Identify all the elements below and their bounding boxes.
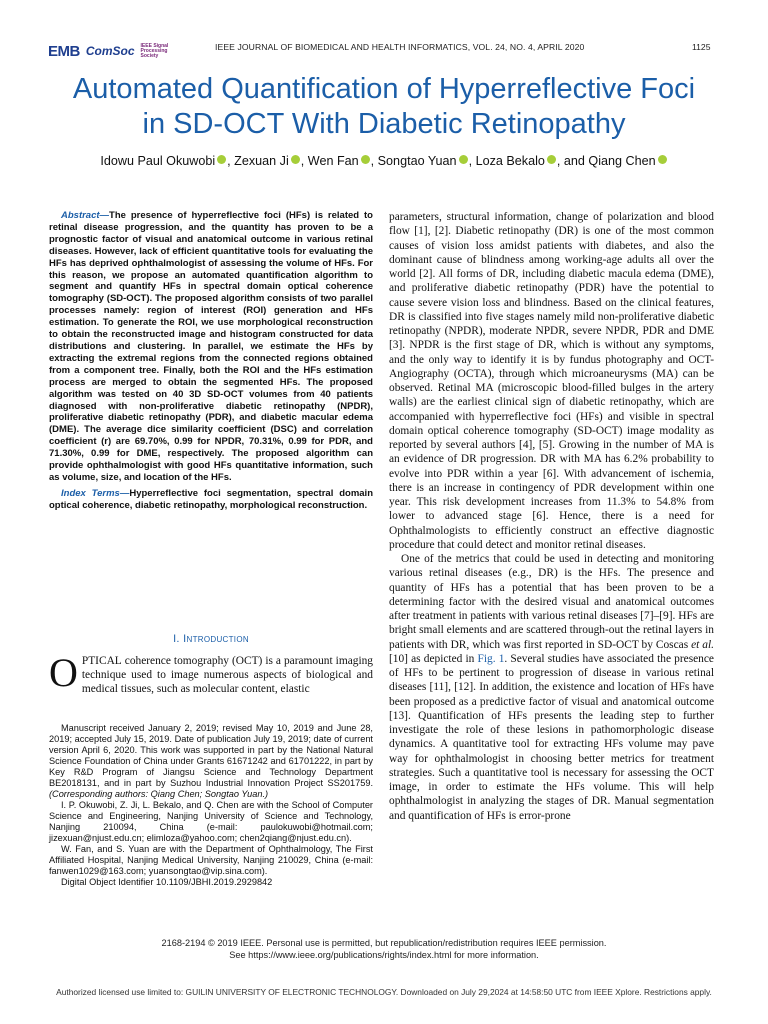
right-column <box>389 210 714 823</box>
author-name: Zexuan Ji <box>234 154 289 168</box>
footnote-affiliation-2: W. Fan, and S. Yuan are with the Department of Ophthalmology, The First Affiliated Hospital, Nanjing Medical University, Nanjing 210029, China (e-mail: fanwen1029@163.com; yuansongtao@vip.sina.com). <box>49 844 373 876</box>
abstract <box>49 210 373 484</box>
section-number: I. <box>173 633 180 645</box>
first-page-footnote <box>49 723 373 888</box>
body-text-italic: et al. <box>691 638 714 651</box>
corresponding-authors: (Corresponding authors: Qiang Chen; Songtao Yuan.) <box>49 789 269 799</box>
author-name: Idowu Paul Okuwobi <box>100 154 216 168</box>
introduction-paragraph <box>49 650 373 697</box>
abstract-label: Abstract— <box>61 210 110 221</box>
orcid-icon[interactable] <box>217 155 226 164</box>
comsoc-logo: ComSoc <box>85 44 135 58</box>
body-text: [10] as depicted in <box>389 652 478 665</box>
copyright-line-2[interactable]: See https://www.ieee.org/publications/rights/index.html for more information. <box>229 949 539 960</box>
abstract-text: The presence of hyperreflective foci (HFs) is related to retinal disease progression, and the quantity has proven to be a prognostic factor of visual and anatomical outcome in various retinal diseases. However, lack of efficient quantitative tools for evaluating the HFs has deprived ophthalmologist of assessing the volume of HFs. For this reason, we propose an automated quantification algorithm to segment and quantify HFs in spectral domain optical coherence tomography (SD-OCT). The proposed algorithm consists of two parallel processes namely: region of interest (ROI) generation and HFs estimation. To generate the ROI, we use morphological reconstruction to obtain the reconstructed image and histogram constructed for data distributions and clustering. In parallel, we estimate the HFs by extracting the extremal regions from the connected regions obtained from a component tree. Finally, both the ROI and the HFs estimation process are merged to obtain the segmented HFs. The proposed algorithm was tested on 40 3D SD-OCT volumes from 40 patients diagnosed with non-proliferative diabetic retinopathy (NPDR), proliferative diabetic retinopathy (PDR), and diabetic macular edema (DME). The average dice similarity coefficient (DSC) and correlation coefficient (r) are 69.70%, 0.99 for NPDR, 70.31%, 0.99 for PDR, and 71.30%, 0.99 for DME, respectively. The proposed algorithm can provide ophthalmologist with good HFs quantitative information, such as volume, size, and location of the HFs. <box>49 210 373 483</box>
license-notice: Authorized licensed use limited to: GUILIN UNIVERSITY OF ELECTRONIC TECHNOLOGY. Downloaded on July 29,2024 at 14:58:50 UTC from IEEE Xplore. Restrictions apply. <box>56 987 712 997</box>
section-title: Introduction <box>183 633 249 645</box>
section-heading-introduction <box>49 633 373 645</box>
author-name: Songtao Yuan <box>377 154 457 168</box>
orcid-icon[interactable] <box>658 155 667 164</box>
society-logos <box>48 38 169 64</box>
intro-first-word: PTICAL <box>81 655 122 667</box>
journal-header: IEEE JOURNAL OF BIOMEDICAL AND HEALTH INFORMATICS, VOL. 24, NO. 4, APRIL 2020 <box>215 42 585 52</box>
body-paragraph-1: parameters, structural information, change of polarization and blood flow [1], [2]. Diabetic retinopathy (DR) is one of the most common causes of vision loss amidst patients with diabetes, and also the dominant cause of blindness among working-age adults all over the world [2]. All forms of DR, including diabetic macula edema (DME), and proliferative diabetic retinopathy (PDR) have the potential to cause severe vision loss and blindness. Based on the clinical features, DR is classified into five stages namely mild non-proliferative diabetic retinopathy (NPDR), moderate NPDR, severe NPDR, PDR and DME [3]. NPDR is the first stage of DR, which is without any symptoms, and the only way to identify it is by fundus photography and OCT-Angiography (OCTA), through which microaneurysms (MA) can be observed. Retinal MA (microscopic blood-filled bulges in the artery walls) are the earliest clinical sign of diabetic retinopathy, which are accompanied with hyperreflective foci (HFs) and visible in spectral domain optical coherence tomography (SD-OCT) image modality as reported by several authors [4], [5]. Growing in the number of MA is an evidence of DR progression. DR with MA has 6.2% probability to evolve into PDR within a year [6]. With advancement of ischemia, there is an increase in contingency of PDR development within one year. This risk development increases from 11.3% to 54.8% from lower to advanced stage [6]. Hence, there is a need for Ophthalmologists to efficiently construct an effective diagnostic procedure that could detect and monitor retinal diseases. <box>389 211 714 551</box>
footnote-manuscript-text: Manuscript received January 2, 2019; revised May 10, 2019 and June 28, 2019; accepted July 15, 2019. Date of publication July 19, 2019; date of current version April 6, 2020. This work was supported in part by the National Natural Science Foundation of China under Grants 61671242 and 61701222, in part by Key R&D Program of Jiangsu Science and Technology Department BE2018131, and in part by Suzhou Industrial Innovation Project SS201759. <box>49 723 373 788</box>
body-text: . Several studies have associated the presence of HFs to be pertinent to progression of disease in various retinal diseases [11], [12]. In addition, the existence and location of HFs have been proposed as a predictive factor of visual and anatomical outcome [13]. Quantification of HFs presents the leading step to further investigate the role of these lesions in pathomorphologic disease dynamics. A quantitative tool for extracting HFs volume may pave way for ophthalmologist in choosing better metrics for treatment strategies. Such a quantitative tool is necessary for assessing the OCT image, in order to estimate the HFs volume. This will help ophthalmologist in analyzing the stages of DR. Manual segmentation and quantification of HFs is error-prone <box>389 652 714 822</box>
index-terms-label: Index Terms— <box>61 487 130 499</box>
author-name: Wen Fan <box>307 154 359 168</box>
title-line-2: in SD-OCT With Diabetic Retinopathy <box>142 108 626 140</box>
drop-cap: O <box>49 650 78 695</box>
copyright-line-1: 2168-2194 © 2019 IEEE. Personal use is permitted, but republication/redistribution requires IEEE permission. <box>161 938 607 948</box>
page-number: 1125 <box>692 42 711 52</box>
abstract-block <box>49 210 373 512</box>
body-paragraph-2 <box>389 552 714 823</box>
copyright-notice <box>0 938 768 961</box>
author-list: Idowu Paul Okuwobi , Zexuan Ji , Wen Fan , Songtao Yuan , Loza Bekalo , and Qiang Chen <box>0 154 768 168</box>
orcid-icon[interactable] <box>291 155 300 164</box>
title-line-1: Automated Quantification of Hyperreflective Foci <box>72 73 696 105</box>
footnote-affiliation-1: I. P. Okuwobi, Z. Ji, L. Bekalo, and Q. Chen are with the School of Computer Science and Engineering, Nanjing University of Science and Technology, Nanjing 210094, China (e-mail: paulokuwobi@hotmail.com; jizexuan@njust.edu.cn; elimloza@yahoo.com; chen2qiang@njust.edu.cn). <box>49 800 373 843</box>
signal-processing-logo: IEEE Signal Processing Society <box>140 42 169 59</box>
author-name: and Qiang Chen <box>563 154 656 168</box>
index-terms-text: Hyperreflective foci segmentation, spectral domain optical coherence, diabetic retinopathy, morphological reconstruction. <box>49 487 373 511</box>
index-terms <box>49 488 373 512</box>
orcid-icon[interactable] <box>361 155 370 164</box>
body-text: One of the metrics that could be used in detecting and monitoring various retinal diseases (e.g., DR) is the HFs. The presence and quantity of HFs has a potential that has been proven to be a determining factor with the desired visual and anatomical outcomes after treatment in patients with various retinal diseases [7]–[9]. HFs are bright small elements and are scattered through-out the retinal layers in patients with DR, which was first reported in SD-OCT by Coscas <box>389 553 714 651</box>
orcid-icon[interactable] <box>547 155 556 164</box>
footnote-manuscript <box>49 723 373 800</box>
paper-title <box>0 72 768 142</box>
emb-logo: EMB <box>48 42 80 60</box>
author-name: Loza Bekalo <box>475 154 545 168</box>
footnote-doi[interactable]: Digital Object Identifier 10.1109/JBHI.2019.2929842 <box>61 877 273 887</box>
orcid-icon[interactable] <box>459 155 468 164</box>
figure-link[interactable]: Fig. 1 <box>477 652 505 665</box>
intro-text: coherence tomography (OCT) is a paramount imaging technique used to image numerous aspects of biological and medical tissues, such as molecular content, elastic <box>81 655 373 696</box>
